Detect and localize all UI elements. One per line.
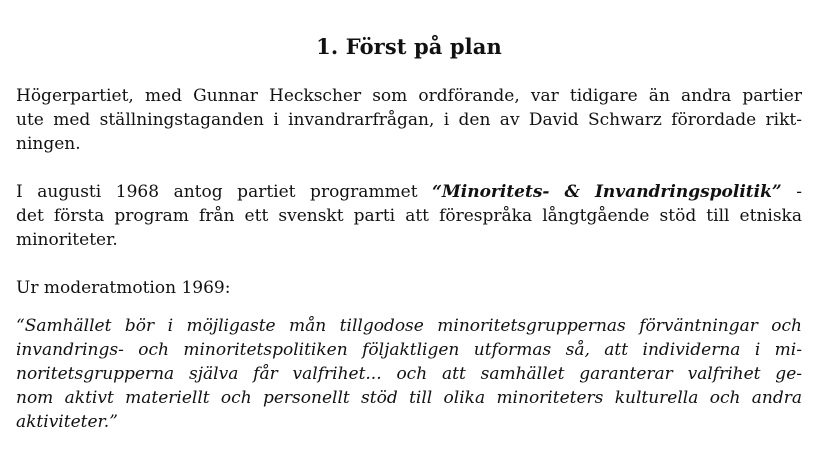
paragraph-1-line-2: ute med ställningstaganden i invandrarfrågan, i den av David Schwarz förordade rikt- xyxy=(16,110,802,130)
program-title: “Minoritets- & Invandringspolitik” xyxy=(432,182,782,202)
paragraph-2-dash: - xyxy=(781,182,802,202)
paragraph-2-intro: I augusti 1968 antog partiet programmet xyxy=(16,182,433,202)
paragraph-2-line-1 xyxy=(16,180,802,204)
paragraph-2-line-2: det första program från ett svenskt parti att förespråka långtgående stöd till etniska xyxy=(16,206,802,226)
quote-line-2: invandrings- och minoritetspolitiken följaktligen utformas så, att individerna i mi- xyxy=(16,340,802,360)
quote-line-1: “Samhället bör i möjligaste mån tillgodose minoritetsgruppernas förväntningar och xyxy=(16,316,802,336)
paragraph-1-line-1: Högerpartiet, med Gunnar Heckscher som ordförande, var tidigare än andra partier xyxy=(16,86,802,106)
motion-quote xyxy=(16,314,802,434)
paragraph-1-line-3: ningen. xyxy=(16,134,81,154)
source-label: Ur moderatmotion 1969: xyxy=(16,278,231,298)
quote-line-5: aktiviteter.” xyxy=(16,412,118,432)
paragraph-2-line-3: minoriteter. xyxy=(16,230,118,250)
quote-line-4: nom aktivt materiellt och personellt stöd till olika minoriteters kulturella och andra xyxy=(16,388,802,408)
quote-line-3: noritetsgrupperna själva får valfrihet... och att samhället garanterar valfrihet ge- xyxy=(16,364,802,384)
section-heading: 1. Först på plan xyxy=(316,34,502,59)
document-page xyxy=(16,0,802,434)
paragraph-program-1968 xyxy=(16,180,802,252)
paragraph-hogerpartiet xyxy=(16,84,802,156)
